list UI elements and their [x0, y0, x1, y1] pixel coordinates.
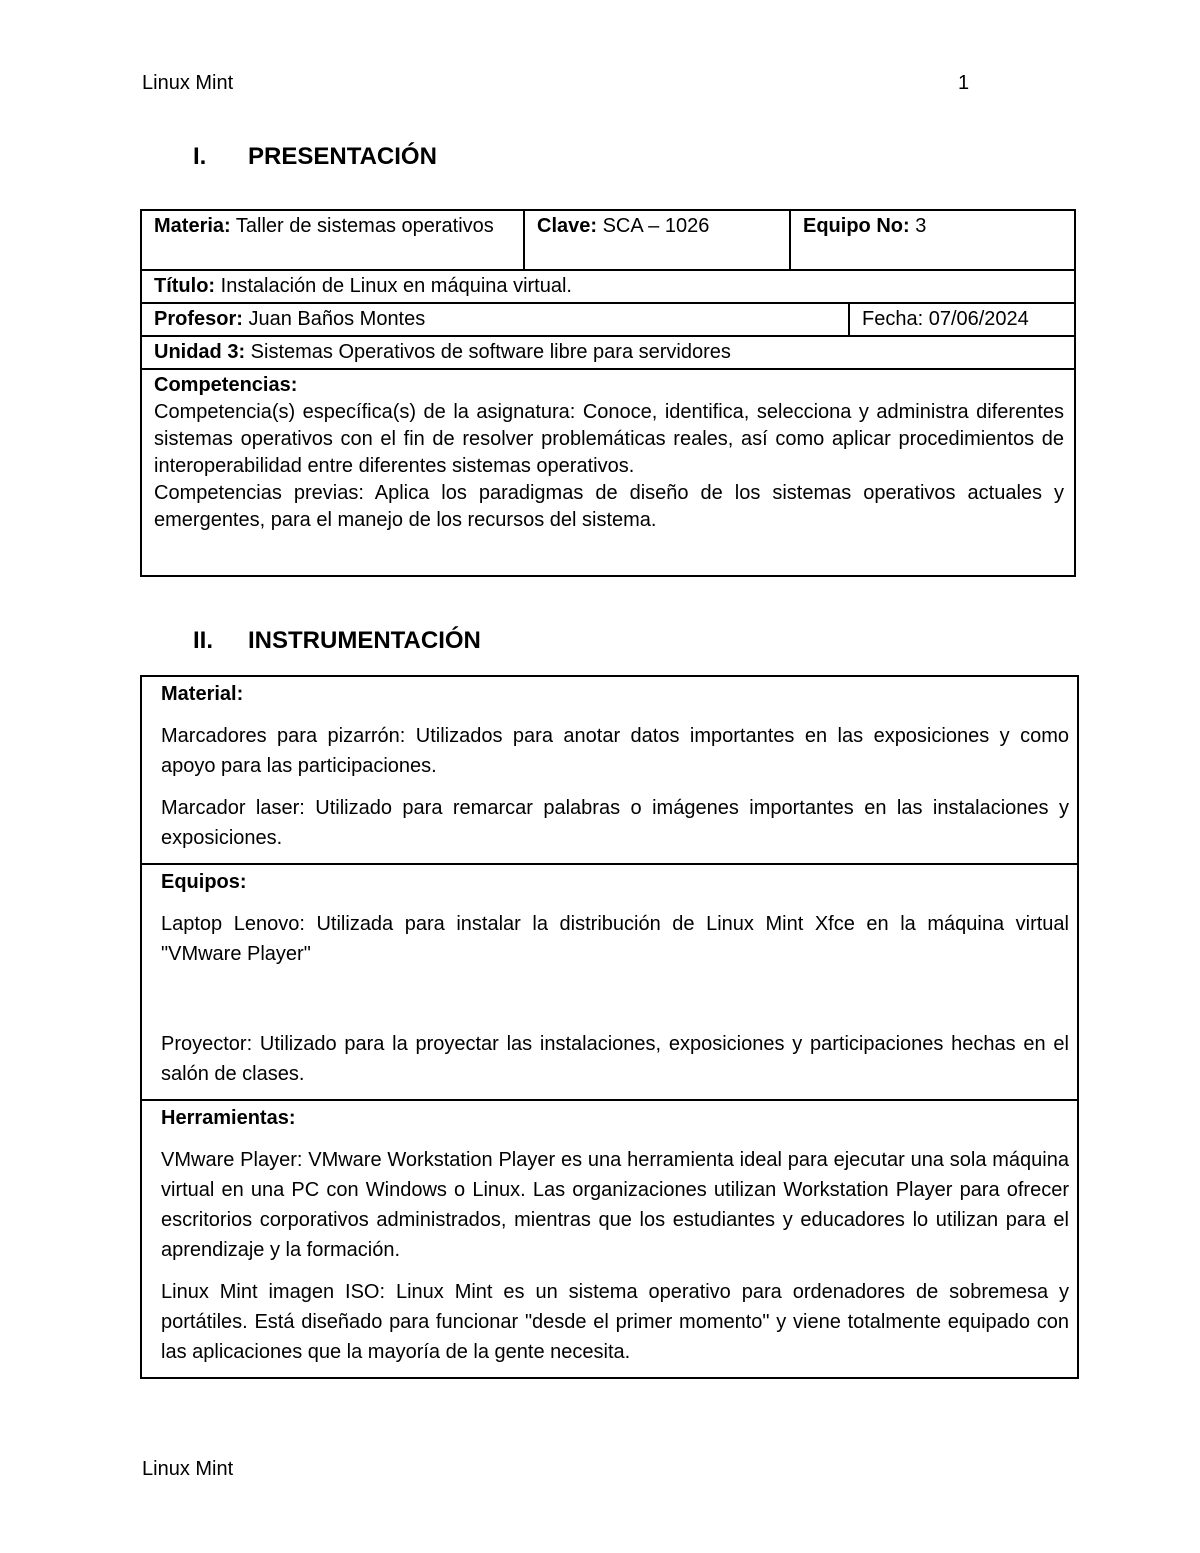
equipo-value: 3 [909, 215, 927, 237]
section-number: II. [193, 627, 214, 654]
profesor-cell [141, 303, 849, 336]
competencias-cell [141, 369, 1075, 576]
unidad-label: Unidad 3: [154, 341, 246, 363]
competencia-especifica: Competencia(s) específica(s) de la asignatura: Conoce, identifica, selecciona y administra diferentes sistemas operativos con el fin de resolver problemáticas reales, así como aplicar procedimientos de interoperabilidad entre diferentes sistemas operativos. [154, 401, 1065, 477]
herramientas-item: VMware Player: VMware Workstation Player es una herramienta ideal para ejecutar una sola máquina virtual en una PC con Windows o Linux. Las organizaciones utilizan Workstation Player para ofrecer escritorios corporativos administrados, mientras que los estudiantes y educadores lo utilizan para el aprendizaje y la formación. [161, 1149, 1069, 1261]
titulo-value: Instalación de Linux en máquina virtual. [215, 275, 572, 297]
equipo-label: Equipo No: [803, 215, 910, 237]
titulo-label: Título: [154, 275, 216, 297]
unidad-value: Sistemas Operativos de software libre para servidores [245, 341, 731, 363]
material-label: Material: [161, 683, 244, 705]
equipos-item: Laptop Lenovo: Utilizada para instalar la distribución de Linux Mint Xfce en la máquina virtual "VMware Player" [161, 913, 1069, 965]
equipos-cell [142, 865, 1077, 1101]
equipo-cell [790, 210, 1075, 270]
material-item: Marcador laser: Utilizado para remarcar palabras o imágenes importantes en las instalaciones y exposiciones. [161, 797, 1069, 849]
competencias-label: Competencias: [154, 374, 298, 396]
page-number: 1 [958, 72, 970, 94]
section-title: PRESENTACIÓN [248, 143, 437, 170]
equipos-item: Proyector: Utilizado para la proyectar las instalaciones, exposiciones y participaciones hechas en el salón de clases. [161, 1033, 1069, 1085]
clave-cell [524, 210, 790, 270]
section-number: I. [193, 143, 207, 170]
running-header-title: Linux Mint [142, 72, 234, 94]
materia-cell [141, 210, 524, 270]
instrumentation-table [140, 675, 1079, 1379]
profesor-value: Juan Baños Montes [242, 308, 426, 330]
running-footer-title: Linux Mint [142, 1458, 234, 1480]
material-item: Marcadores para pizarrón: Utilizados para anotar datos importantes en las exposiciones y como apoyo para las participaciones. [161, 725, 1069, 777]
section-heading-instrumentacion [193, 627, 481, 655]
material-cell [142, 677, 1077, 865]
herramientas-label: Herramientas: [161, 1107, 296, 1129]
titulo-cell [141, 270, 1075, 303]
herramientas-item: Linux Mint imagen ISO: Linux Mint es un sistema operativo para ordenadores de sobremesa y portátiles. Está diseñado para funcionar "desde el primer momento" y viene totalmente equipado con las aplicaciones que la mayoría de la gente necesita. [161, 1281, 1069, 1363]
competencias-previas: Competencias previas: Aplica los paradigmas de diseño de los sistemas operativos actuales y emergentes, para el manejo de los recursos del sistema. [154, 482, 1065, 531]
presentation-table [140, 209, 1074, 577]
materia-value: Taller de sistemas operativos [230, 215, 494, 237]
materia-label: Materia: [154, 215, 231, 237]
section-heading-presentacion [193, 143, 437, 171]
fecha-cell [849, 303, 1075, 336]
herramientas-cell [142, 1101, 1077, 1377]
clave-label: Clave: [537, 215, 598, 237]
fecha-value: Fecha: 07/06/2024 [862, 308, 1029, 330]
clave-value: SCA – 1026 [597, 215, 710, 237]
unidad-cell [141, 336, 1075, 369]
equipos-label: Equipos: [161, 871, 247, 893]
profesor-label: Profesor: [154, 308, 243, 330]
section-title: INSTRUMENTACIÓN [248, 627, 481, 654]
